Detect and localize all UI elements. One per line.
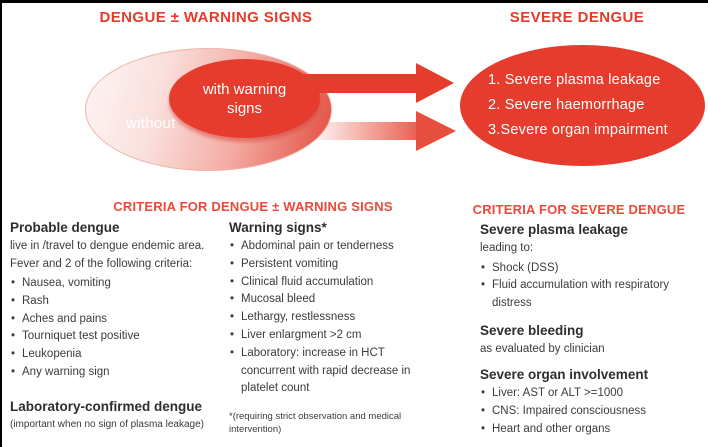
warning-signs-list [229,238,412,398]
list-item: • Nausea, vomiting [10,275,224,293]
list-item: • Clinical fluid accumulation [229,274,412,292]
list-item: • Heart and other organs [480,421,704,439]
criteria-severe-heading: CRITERIA FOR SEVERE DENGUE [472,202,686,217]
severe-bleeding-heading: Severe bleeding [480,322,584,338]
dengue-warning-signs-title: DENGUE ± WARNING SIGNS [99,9,313,26]
probable-dengue-line2: Fever and 2 of the following criteria: [10,257,193,270]
gradient-arrow-icon [312,122,418,140]
severe-bleeding-sub: as evaluated by clinician [480,342,605,355]
lab-confirmed-heading: Laboratory-confirmed dengue [10,398,203,414]
severe-item-organ-impairment: 3.Severe organ impairment [488,122,668,138]
with-warning-signs-ellipse [169,59,320,138]
list-item: • Fluid accumulation with respiratory distress [480,277,677,313]
list-item: • Shock (DSS) [480,260,677,278]
criteria-dengue-heading: CRITERIA FOR DENGUE ± WARNING SIGNS [113,199,393,214]
severe-plasma-sub: leading to: [480,242,534,254]
severe-item-plasma-leakage: 1. Severe plasma leakage [488,72,661,88]
gradient-arrow-head-icon [416,111,456,151]
solid-arrow-head-icon [416,63,454,103]
list-item: • CNS: Impaired consciousness [480,403,704,421]
list-item: • Persistent vomiting [229,256,412,274]
with-warning-signs-label: with warning signs [202,80,287,117]
warning-signs-footnote: *(requiring strict observation and medical intervention) [229,411,402,436]
severe-criteria-column [480,222,704,439]
list-item: • Mucosal bleed [229,291,412,309]
probable-dengue-line1: live in /travel to dengue endemic area. [10,240,205,252]
list-item: • Liver enlargment >2 cm [229,327,412,345]
probable-dengue-heading: Probable dengue [10,220,120,235]
severe-plasma-list [480,260,677,313]
list-item: • Tourniquet test positive [10,328,224,346]
severe-organ-heading: Severe organ involvement [480,367,649,383]
severe-organ-list [480,385,704,438]
severe-dengue-title: SEVERE DENGUE [509,9,645,26]
probable-dengue-list [10,275,224,382]
severe-dengue-ellipse [460,45,705,166]
lab-confirmed-note: (important when no sign of plasma leakage) [10,418,204,430]
warning-signs-column [229,220,431,436]
list-item: • Aches and pains [10,311,224,329]
without-label: without [126,115,176,132]
list-item: • Liver: AST or ALT >=1000 [480,385,704,403]
list-item: • Any warning sign [10,364,224,382]
severe-plasma-heading: Severe plasma leakage [480,222,628,237]
list-item: • Lethargy, restlessness [229,309,412,327]
probable-dengue-column [10,220,224,431]
list-item: • Abdominal pain or tenderness [229,238,412,256]
warning-signs-heading: Warning signs* [229,220,327,235]
list-item: • Leukopenia [10,346,224,364]
severe-item-haemorrhage: 2. Severe haemorrhage [488,97,645,113]
list-item: • Laboratory: increase in HCT concurrent with rapid decrease in platelet count [229,345,412,398]
list-item: • Rash [10,293,224,311]
